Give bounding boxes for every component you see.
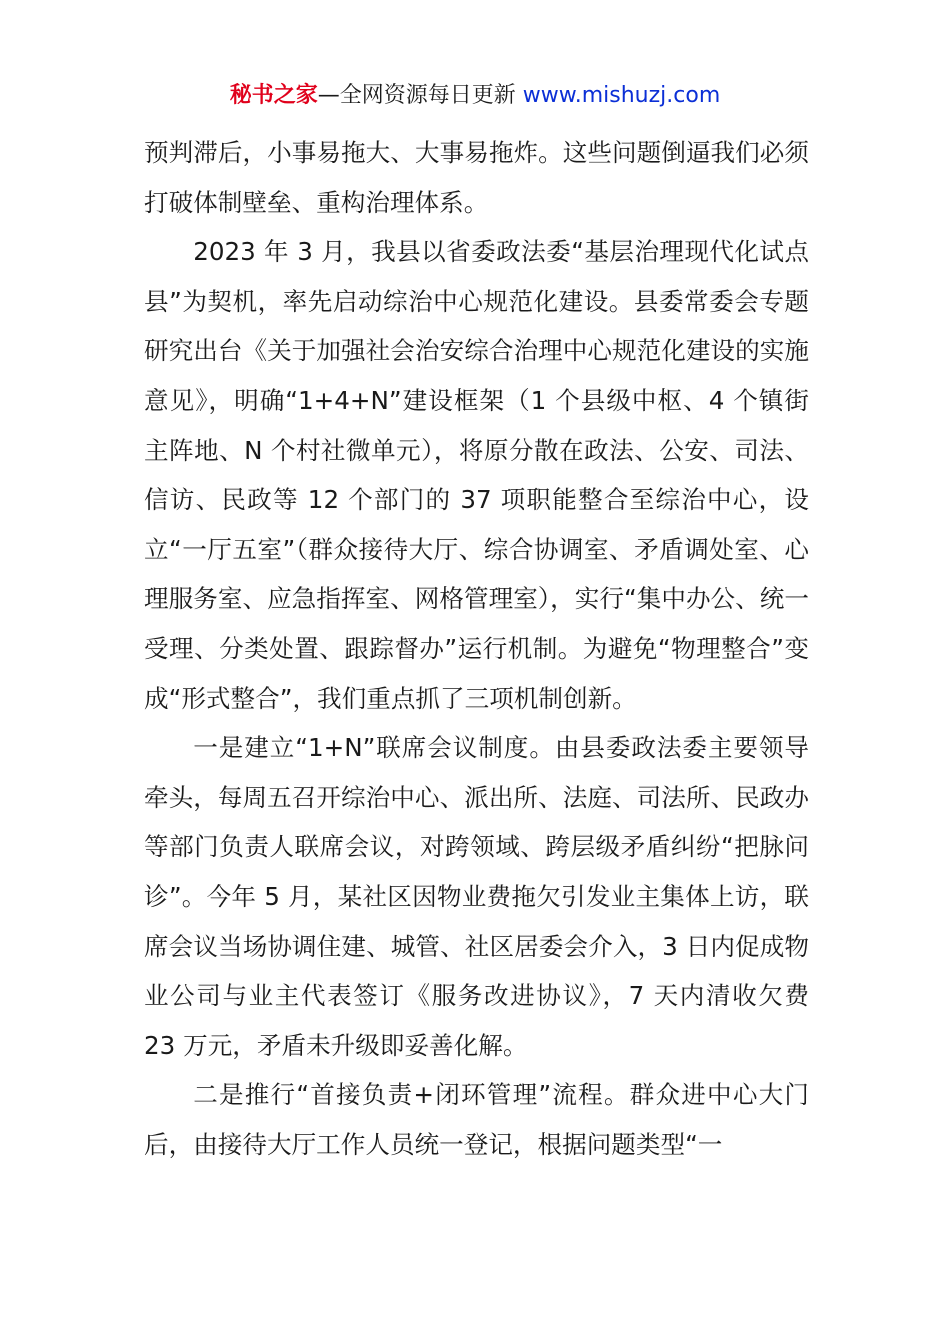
paragraph: 预判滞后，小事易拖大、大事易拖炸。这些问题倒逼我们必须打破体制壁垒、重构治理体系。	[144, 138, 809, 217]
paragraph: 2023 年 3 月，我县以省委政法委“基层治理现代化试点县”为契机，率先启动综治中心规范化建设。县委常委会专题研究出台《关于加强社会治安综合治理中心规范化建设的实施意见》，明确“1+4+N”建设框架（1 个县级中枢、4 个镇街主阵地、N 个村社微单元），将原分散在政法、公安、司法、信访、民政等 12 个部门的 37 项职能整合至综治中心，设立“一厅五室”（群众接待大厅、综合协调室、矛盾调处室、心理服务室、应急指挥室、网格管理室），实行“集中办公、统一受理、分类处置、跟踪督办”运行机制。为避免“物理整合”变成“形式整合”，我们重点抓了三项机制创新。	[144, 237, 809, 713]
paragraph: 一是建立“1+N”联席会议制度。由县委政法委主要领导牵头，每周五召开综治中心、派出所、法庭、司法所、民政办等部门负责人联席会议，对跨领域、跨层级矛盾纠纷“把脉问诊”。今年 5 月，某社区因物业费拖欠引发业主集体上访，联席会议当场协调住建、城管、社区居委会介入，3 日内促成物业公司与业主代表签订《服务改进协议》，7 天内清收欠费 23 万元，矛盾未升级即妥善化解。	[144, 733, 809, 1060]
site-brand: 秘书之家	[229, 83, 318, 108]
site-url-link[interactable]: www.mishuzj.com	[522, 83, 721, 108]
page-header	[0, 80, 950, 112]
site-tagline: —全网资源每日更新	[317, 83, 516, 108]
paragraph: 二是推行“首接负责+闭环管理”流程。群众进中心大门后，由接待大厅工作人员统一登记，根据问题类型“一	[144, 1080, 809, 1159]
document-body	[144, 128, 809, 1169]
